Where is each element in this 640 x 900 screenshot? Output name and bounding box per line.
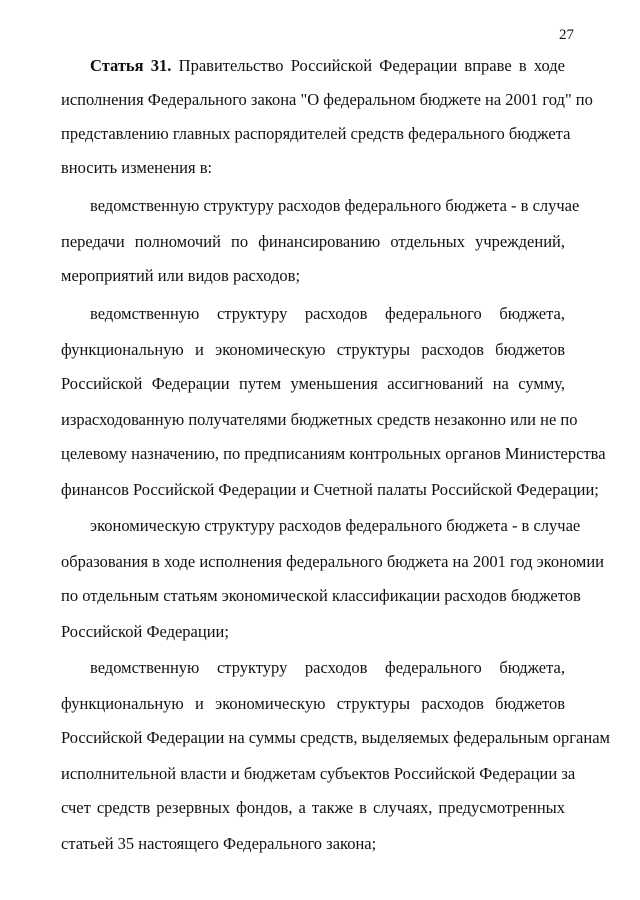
text-line <box>0 338 640 362</box>
text-line-content: счет средств резервных фондов, а также в случаях, предусмотренных <box>61 798 565 817</box>
text-line <box>0 230 640 254</box>
text-line-content: передачи полномочий по финансированию отдельных учреждений, <box>61 232 565 251</box>
text-line <box>0 156 640 180</box>
text-line <box>0 796 640 820</box>
text-line-content: вносить изменения в: <box>61 158 213 177</box>
text-line <box>0 264 640 288</box>
text-line-content: образования в ходе исполнения федерального бюджета на 2001 год экономии <box>61 552 604 571</box>
text-line <box>0 442 640 466</box>
text-line <box>0 88 640 112</box>
text-line-content: функциональную и экономическую структуры расходов бюджетов <box>61 694 565 713</box>
text-line <box>0 620 640 644</box>
text-line <box>0 692 640 716</box>
text-line-content: функциональную и экономическую структуры расходов бюджетов <box>61 340 565 359</box>
text-line-content: по отдельным статьям экономической классификации расходов бюджетов <box>61 586 581 605</box>
text-line-content: ведомственную структуру расходов федерального бюджета - в случае <box>90 196 580 215</box>
text-line-content: израсходованную получателями бюджетных средств незаконно или не по <box>61 410 578 429</box>
text-line <box>0 584 640 608</box>
text-line <box>0 54 640 78</box>
text-line-content: Правительство Российской Федерации вправе в ходе <box>171 56 565 75</box>
text-line <box>0 832 640 856</box>
text-line <box>0 726 640 750</box>
text-line <box>0 122 640 146</box>
text-line-content: целевому назначению, по предписаниям контрольных органов Министерства <box>61 444 606 463</box>
text-line-content: финансов Российской Федерации и Счетной палаты Российской Федерации; <box>61 480 599 499</box>
text-line-content: Российской Федерации; <box>61 622 229 641</box>
text-line-content: представлению главных распорядителей средств федерального бюджета <box>61 124 571 143</box>
text-line <box>0 762 640 786</box>
text-line-content: статьей 35 настоящего Федерального закона; <box>61 834 377 853</box>
text-line-content: ведомственную структуру расходов федерального бюджета, <box>90 658 565 677</box>
text-line <box>0 478 640 502</box>
text-line <box>0 514 640 538</box>
text-line-content: Российской Федерации на суммы средств, выделяемых федеральным органам <box>61 728 610 747</box>
text-line <box>0 302 640 326</box>
text-line <box>0 194 640 218</box>
text-line-content: ведомственную структуру расходов федерального бюджета, <box>90 304 565 323</box>
article-heading: Статья 31. <box>90 56 172 75</box>
text-line <box>0 372 640 396</box>
text-line <box>0 550 640 574</box>
text-line <box>0 408 640 432</box>
text-line-content: экономическую структуру расходов федерального бюджета - в случае <box>90 516 581 535</box>
text-line-content: Российской Федерации путем уменьшения ассигнований на сумму, <box>61 374 565 393</box>
text-line-content: исполнительной власти и бюджетам субъектов Российской Федерации за <box>61 764 576 783</box>
text-line <box>0 656 640 680</box>
page-number: 27 <box>559 27 574 43</box>
text-line-content: исполнения Федерального закона "О федеральном бюджете на 2001 год" по <box>61 90 593 109</box>
text-line-content: мероприятий или видов расходов; <box>61 266 301 285</box>
